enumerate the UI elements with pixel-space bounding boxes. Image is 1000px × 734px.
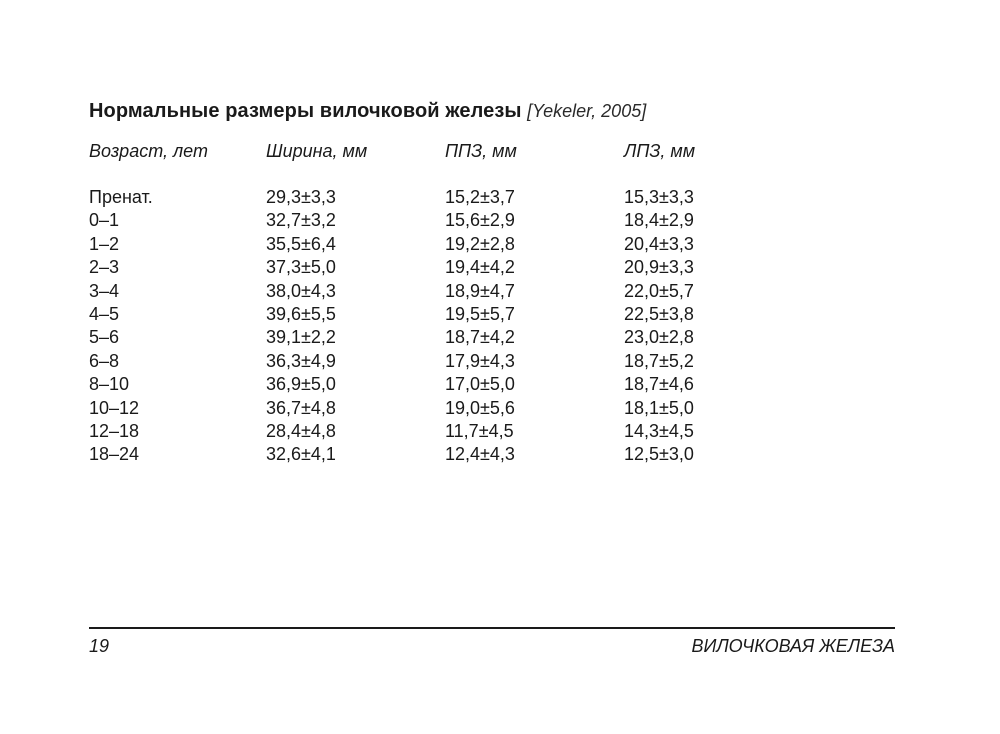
title-main-text: Нормальные размеры вилочковой железы	[89, 100, 522, 122]
cell-age: 5–6	[89, 327, 120, 348]
cell-ppz: 15,6±2,9	[445, 210, 515, 231]
cell-width: 32,6±4,1	[266, 444, 336, 465]
page-number: 19	[89, 636, 110, 656]
table-row	[0, 420, 1000, 443]
cell-ppz: 19,2±2,8	[445, 233, 515, 254]
table-row	[0, 303, 1000, 326]
cell-lpz: 12,5±3,0	[624, 444, 694, 465]
cell-width: 29,3±3,3	[266, 187, 336, 207]
cell-age: 12–18	[89, 420, 140, 441]
cell-lpz: 18,1±5,0	[624, 397, 694, 418]
cell-lpz: 22,5±3,8	[624, 303, 694, 324]
cell-ppz: 12,4±4,3	[445, 444, 515, 465]
cell-lpz: 22,0±5,7	[624, 280, 694, 301]
cell-ppz: 19,5±5,7	[445, 303, 515, 324]
table-row	[0, 443, 1000, 466]
cell-age: 4–5	[89, 303, 120, 324]
table-row	[0, 326, 1000, 349]
table-row	[0, 209, 1000, 232]
cell-age: 8–10	[89, 374, 130, 395]
cell-width: 28,4±4,8	[266, 420, 336, 441]
cell-lpz: 20,9±3,3	[624, 257, 694, 278]
cell-age: 18–24	[89, 444, 140, 465]
title-reference: [Yekeler, 2005]	[527, 101, 647, 121]
cell-lpz: 18,4±2,9	[624, 210, 694, 231]
section-title: ВИЛОЧКОВАЯ ЖЕЛЕЗА	[691, 636, 895, 656]
cell-age: 1–2	[89, 233, 120, 254]
cell-age: 0–1	[89, 210, 120, 231]
cell-ppz: 18,9±4,7	[445, 280, 515, 301]
cell-width: 39,1±2,2	[266, 327, 336, 348]
cell-lpz: 14,3±4,5	[624, 420, 694, 441]
table-row	[0, 373, 1000, 396]
table-row	[0, 186, 1000, 209]
cell-age: Пренат.	[89, 187, 153, 207]
cell-age: 6–8	[89, 350, 120, 371]
cell-lpz: 15,3±3,3	[624, 187, 694, 207]
cell-ppz: 17,9±4,3	[445, 350, 515, 371]
header-lpz: ЛПЗ, мм	[624, 141, 696, 161]
cell-width: 37,3±5,0	[266, 257, 336, 278]
header-width: Ширина, мм	[266, 141, 368, 161]
cell-lpz: 18,7±5,2	[624, 350, 694, 371]
cell-ppz: 19,0±5,6	[445, 397, 515, 418]
table-title	[89, 98, 646, 124]
cell-ppz: 17,0±5,0	[445, 374, 515, 395]
footer-divider	[89, 627, 895, 629]
cell-lpz: 23,0±2,8	[624, 327, 694, 348]
table-row	[0, 256, 1000, 279]
cell-ppz: 11,7±4,5	[445, 420, 514, 441]
table-body	[0, 186, 1000, 467]
cell-width: 32,7±3,2	[266, 210, 336, 231]
header-ppz: ППЗ, мм	[445, 141, 517, 161]
cell-age: 2–3	[89, 257, 120, 278]
cell-width: 36,9±5,0	[266, 374, 336, 395]
table-row	[0, 397, 1000, 420]
header-age: Возраст, лет	[89, 141, 208, 161]
cell-width: 39,6±5,5	[266, 303, 336, 324]
cell-width: 36,7±4,8	[266, 397, 336, 418]
cell-ppz: 15,2±3,7	[445, 187, 515, 207]
table-row	[0, 233, 1000, 256]
cell-lpz: 20,4±3,3	[624, 233, 694, 254]
cell-width: 36,3±4,9	[266, 350, 336, 371]
cell-age: 3–4	[89, 280, 120, 301]
cell-ppz: 19,4±4,2	[445, 257, 515, 278]
cell-lpz: 18,7±4,6	[624, 374, 694, 395]
table-row	[0, 350, 1000, 373]
cell-age: 10–12	[89, 397, 140, 418]
cell-ppz: 18,7±4,2	[445, 327, 515, 348]
cell-width: 38,0±4,3	[266, 280, 336, 301]
cell-width: 35,5±6,4	[266, 233, 336, 254]
table-row	[0, 280, 1000, 303]
